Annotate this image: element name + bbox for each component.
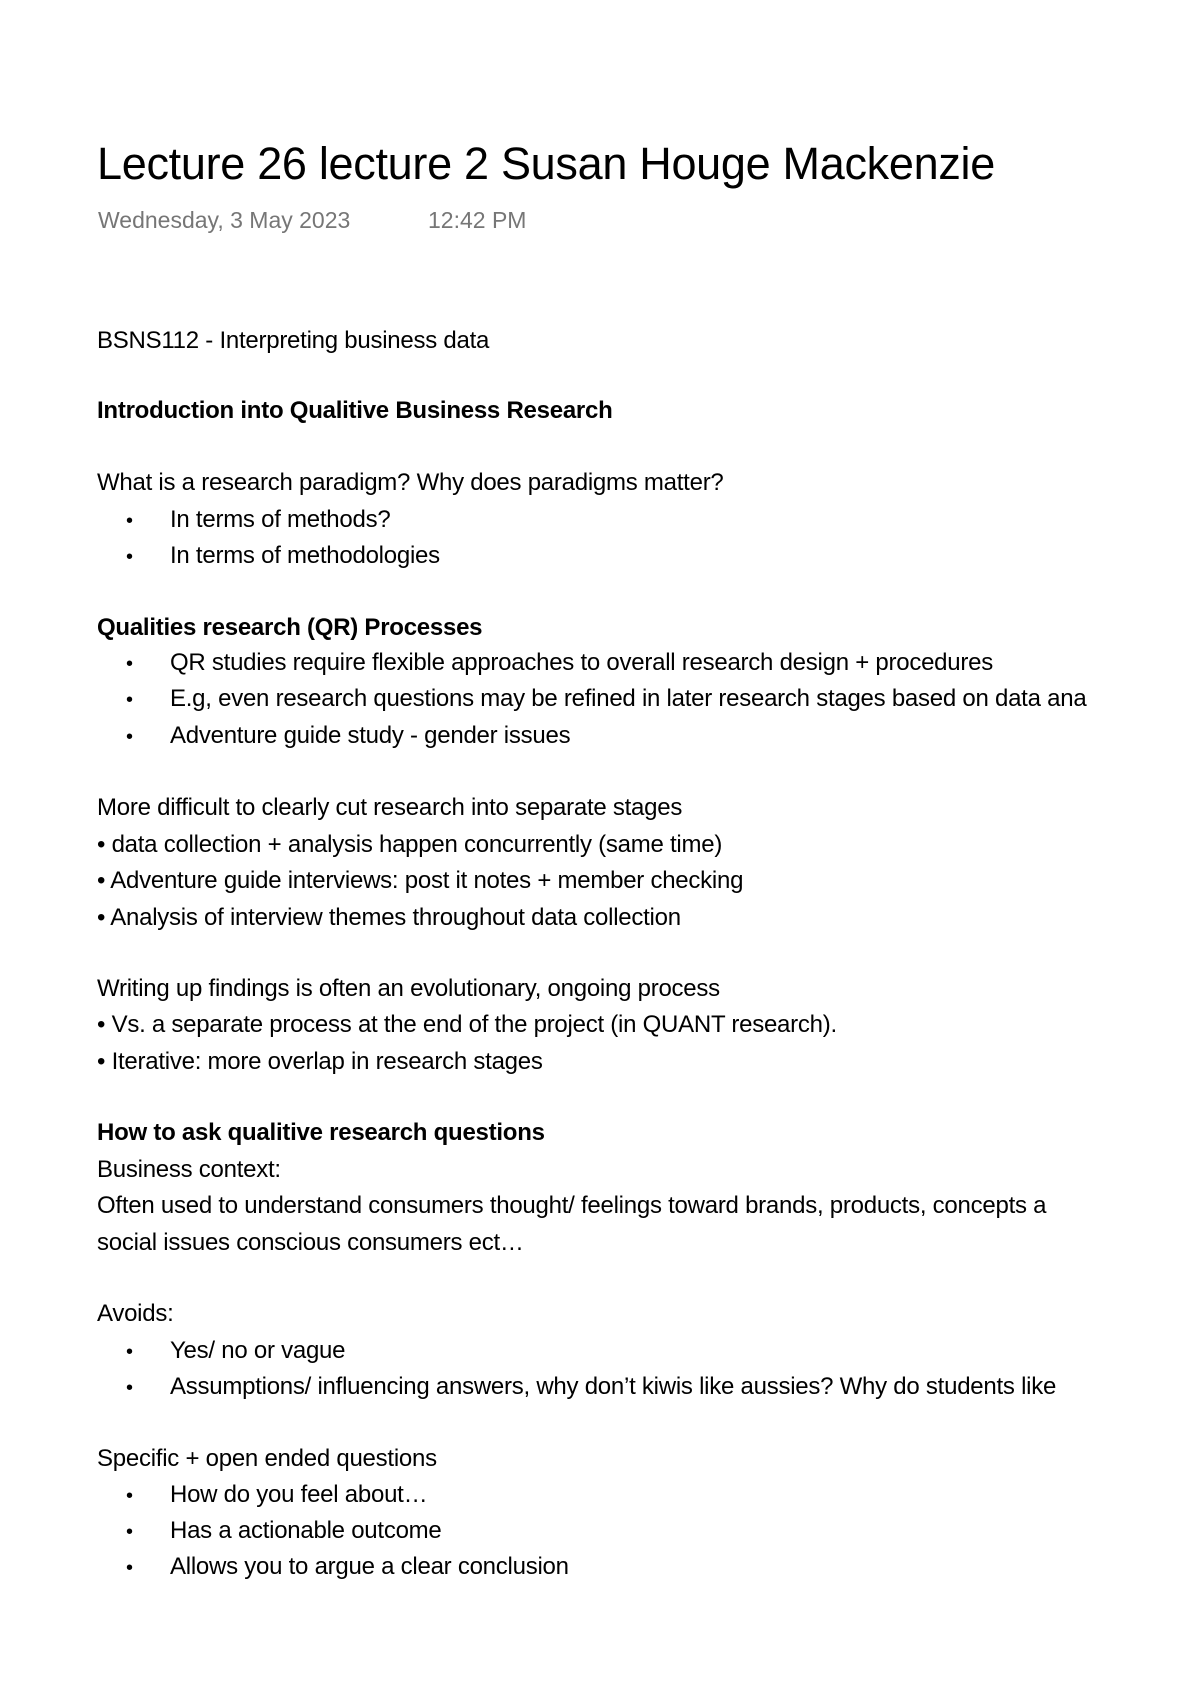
note-date: Wednesday, 3 May 2023	[98, 207, 351, 233]
bullet-icon: •	[126, 1557, 133, 1579]
note-time: 12:42 PM	[428, 207, 527, 233]
list-item-text: Has a actionable outcome	[170, 1517, 442, 1544]
business-context-label: Business context:	[97, 1156, 281, 1183]
list-item-text: Yes/ no or vague	[170, 1337, 346, 1364]
list-item-text: How do you feel about…	[170, 1481, 428, 1508]
qr-heading: Qualities research (QR) Processes	[97, 614, 483, 641]
list-item	[126, 541, 440, 572]
ask-heading: How to ask qualitive research questions	[97, 1119, 545, 1146]
list-item	[126, 1372, 1057, 1403]
list-item	[126, 1552, 569, 1583]
list-item	[126, 505, 391, 536]
writing-line: • Iterative: more overlap in research stages	[97, 1048, 543, 1075]
list-item	[126, 684, 1087, 715]
context-line: Often used to understand consumers thought/ feelings toward brands, products, concepts a	[97, 1192, 1047, 1219]
bullet-icon: •	[126, 1377, 133, 1399]
difficult-heading: More difficult to clearly cut research into separate stages	[97, 794, 683, 821]
context-line: social issues conscious consumers ect…	[97, 1229, 524, 1256]
bullet-icon: •	[126, 726, 133, 748]
list-item	[126, 648, 993, 679]
list-item-text: Allows you to argue a clear conclusion	[170, 1553, 569, 1580]
bullet-icon: •	[126, 1341, 133, 1363]
difficult-line: • Adventure guide interviews: post it notes + member checking	[97, 867, 744, 894]
specific-heading: Specific + open ended questions	[97, 1445, 437, 1472]
list-item-text: Adventure guide study - gender issues	[170, 722, 571, 749]
bullet-icon: •	[126, 653, 133, 675]
bullet-icon: •	[126, 510, 133, 532]
course-line: BSNS112 - Interpreting business data	[97, 327, 490, 354]
bullet-icon: •	[126, 1521, 133, 1543]
list-item	[126, 1336, 346, 1367]
list-item	[126, 721, 571, 752]
bullet-icon: •	[126, 1485, 133, 1507]
bullet-icon: •	[126, 689, 133, 711]
page-title: Lecture 26 lecture 2 Susan Houge Mackenzie	[97, 138, 995, 189]
list-item	[126, 1516, 442, 1547]
writing-line: • Vs. a separate process at the end of the project (in QUANT research).	[97, 1011, 837, 1038]
difficult-line: • data collection + analysis happen concurrently (same time)	[97, 831, 723, 858]
avoids-heading: Avoids:	[97, 1300, 174, 1327]
list-item-text: In terms of methods?	[170, 506, 391, 533]
list-item	[126, 1480, 428, 1511]
list-item-text: QR studies require flexible approaches to overall research design + procedures	[170, 649, 993, 676]
paradigm-question: What is a research paradigm? Why does paradigms matter?	[97, 469, 724, 496]
list-item-text: E.g, even research questions may be refined in later research stages based on data ana	[170, 685, 1087, 712]
writing-heading: Writing up findings is often an evolutionary, ongoing process	[97, 975, 720, 1002]
intro-heading: Introduction into Qualitive Business Research	[97, 397, 613, 424]
list-item-text: Assumptions/ influencing answers, why don’t kiwis like aussies? Why do students like	[170, 1373, 1057, 1400]
difficult-line: • Analysis of interview themes throughout data collection	[97, 904, 681, 931]
bullet-icon: •	[126, 546, 133, 568]
list-item-text: In terms of methodologies	[170, 542, 440, 569]
